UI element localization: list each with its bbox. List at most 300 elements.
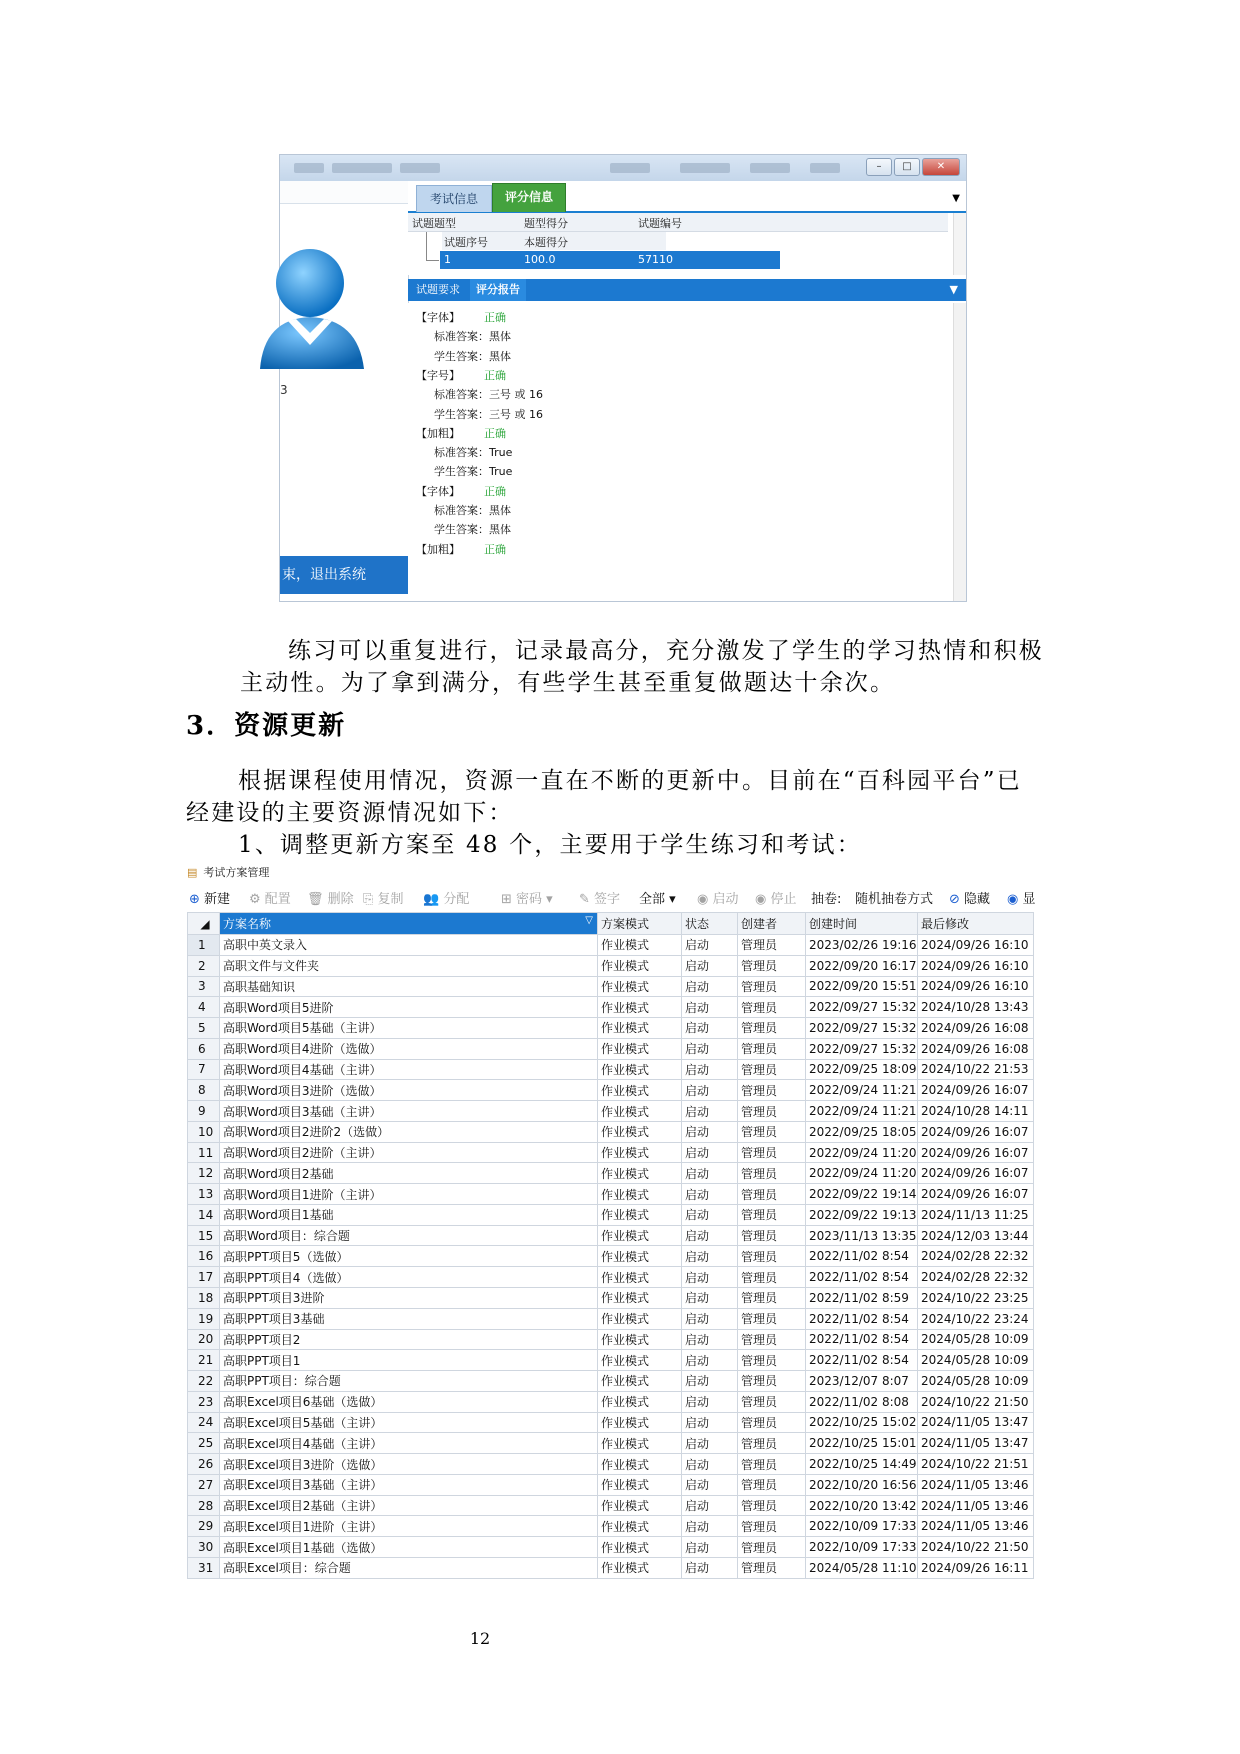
cell-last-modified: 2024/05/28 10:09 (918, 1329, 1034, 1350)
cell-created-time: 2022/09/24 11:20 (806, 1163, 918, 1184)
col-creator[interactable]: 创建者 (738, 913, 806, 935)
cell-created-time: 2022/09/20 16:17 (806, 955, 918, 976)
row-index: 21 (188, 1350, 220, 1371)
table-header (188, 913, 1034, 935)
table-row[interactable] (188, 1371, 1034, 1392)
col-created-time[interactable]: 创建时间 (806, 913, 918, 935)
cell-plan-mode: 作业模式 (598, 1474, 682, 1495)
cell-last-modified: 2024/12/03 13:44 (918, 1225, 1034, 1246)
cell-last-modified: 2024/11/05 13:46 (918, 1495, 1034, 1516)
row-index: 3 (188, 976, 220, 997)
row-index: 30 (188, 1537, 220, 1558)
cell-last-modified: 2024/10/22 21:50 (918, 1537, 1034, 1558)
cell-plan-mode: 作业模式 (598, 1246, 682, 1267)
tab-score-info[interactable]: 评分信息 (492, 183, 566, 212)
col-plan-name[interactable]: 方案名称 ▽ (220, 913, 598, 935)
cell-creator: 管理员 (738, 1308, 806, 1329)
page-number: 12 (469, 1629, 491, 1648)
cell-last-modified: 2024/05/28 10:09 (918, 1350, 1034, 1371)
config-button[interactable]: ⚙ 配置 (249, 892, 291, 907)
table-row[interactable] (188, 1557, 1034, 1578)
cell-plan-name: 高职Word项目3进阶（选做） (220, 1080, 598, 1101)
window-controls (866, 158, 960, 176)
report-scrollbar[interactable] (953, 303, 966, 601)
cell-last-modified: 2024/11/05 13:47 (918, 1412, 1034, 1433)
cell-plan-name: 高职Excel项目3基础（主讲） (220, 1474, 598, 1495)
cell-created-time: 2024/05/28 11:10 (806, 1557, 918, 1578)
tab-bar (408, 181, 966, 213)
cell-plan-name: 高职Excel项目：综合题 (220, 1557, 598, 1578)
cell-plan-name: 高职Excel项目3进阶（选做） (220, 1454, 598, 1475)
cell-question-id: 57110 (638, 253, 673, 266)
password-button[interactable]: ⊞ 密码 ▾ (501, 892, 553, 907)
cell-last-modified: 2024/11/13 11:25 (918, 1204, 1034, 1225)
report-tab-bar (408, 279, 966, 301)
cell-created-time: 2022/09/24 11:21 (806, 1101, 918, 1122)
cell-plan-name: 高职Word项目5基础（主讲） (220, 1018, 598, 1039)
cell-last-modified: 2024/09/26 16:07 (918, 1163, 1034, 1184)
cell-creator: 管理员 (738, 1454, 806, 1475)
cell-status: 启动 (682, 1184, 738, 1205)
cell-created-time: 2022/09/27 15:32 (806, 1038, 918, 1059)
cell-plan-mode: 作业模式 (598, 1204, 682, 1225)
row-index: 6 (188, 1038, 220, 1059)
cell-plan-mode: 作业模式 (598, 1495, 682, 1516)
cell-plan-name: 高职PPT项目5（选做） (220, 1246, 598, 1267)
copy-button[interactable]: ⎘ 复制 (363, 892, 404, 907)
grid-scrollbar[interactable] (953, 213, 966, 275)
report-answer-line: 标准答案：三号 或 16 (434, 388, 543, 402)
cell-last-modified: 2024/10/22 21:50 (918, 1391, 1034, 1412)
table-row[interactable] (188, 1184, 1034, 1205)
cell-status: 启动 (682, 1018, 738, 1039)
delete-button[interactable]: 🗑 删除 (307, 892, 354, 907)
cell-plan-name: 高职Excel项目2基础（主讲） (220, 1495, 598, 1516)
row-index: 18 (188, 1288, 220, 1309)
cell-status: 启动 (682, 1495, 738, 1516)
add-icon[interactable]: ⊕ 新建 (189, 892, 231, 907)
col-status[interactable]: 状态 (682, 913, 738, 935)
row-index: 7 (188, 1059, 220, 1080)
cell-plan-name: 高职Excel项目1基础（选做） (220, 1537, 598, 1558)
minimize-icon[interactable]: – (866, 158, 892, 176)
row-index: 24 (188, 1412, 220, 1433)
cell-last-modified: 2024/09/26 16:11 (918, 1557, 1034, 1578)
cell-last-modified: 2024/02/28 22:32 (918, 1267, 1034, 1288)
cell-last-modified: 2024/09/26 16:08 (918, 1018, 1034, 1039)
cell-creator: 管理员 (738, 1516, 806, 1537)
cell-status: 启动 (682, 1163, 738, 1184)
cell-status: 启动 (682, 1101, 738, 1122)
table-row[interactable] (188, 1308, 1034, 1329)
table-row[interactable] (188, 1454, 1034, 1475)
cell-last-modified: 2024/09/26 16:10 (918, 976, 1034, 997)
cell-last-modified: 2024/11/05 13:46 (918, 1474, 1034, 1495)
cell-plan-mode: 作业模式 (598, 1288, 682, 1309)
row-index: 23 (188, 1391, 220, 1412)
cell-created-time: 2022/09/25 18:05 (806, 1121, 918, 1142)
cell-creator: 管理员 (738, 1267, 806, 1288)
cell-plan-name: 高职文件与文件夹 (220, 955, 598, 976)
cell-status: 启动 (682, 1454, 738, 1475)
table-row[interactable] (188, 1495, 1034, 1516)
cell-creator: 管理员 (738, 1557, 806, 1578)
row-index: 4 (188, 997, 220, 1018)
row-index: 11 (188, 1142, 220, 1163)
cell-status: 启动 (682, 1059, 738, 1080)
grid-col-type-score: 题型得分 (524, 217, 568, 230)
maximize-icon[interactable]: □ (894, 158, 920, 176)
score-grid (408, 213, 966, 275)
cell-last-modified: 2024/09/26 16:08 (918, 1038, 1034, 1059)
right-panel (408, 181, 966, 601)
grid-row-selected[interactable] (440, 251, 780, 269)
table-row[interactable] (188, 1142, 1034, 1163)
paragraph-line: 1、调整更新方案至 48 个，主要用于学生练习和考试： (238, 832, 862, 858)
cell-question-no: 1 (444, 253, 451, 266)
report-answer-line: 学生答案：True (434, 465, 513, 479)
cell-created-time: 2022/11/02 8:54 (806, 1329, 918, 1350)
cell-plan-name: 高职Word项目5进阶 (220, 997, 598, 1018)
cell-last-modified: 2024/09/26 16:10 (918, 955, 1034, 976)
table-row[interactable] (188, 1267, 1034, 1288)
screenshot-plan-manager (187, 862, 1036, 1577)
table-row[interactable] (188, 997, 1034, 1018)
table-row[interactable] (188, 1537, 1034, 1558)
report-item-status: 正确 (484, 311, 506, 324)
chevron-down-icon[interactable]: ▼ (949, 283, 958, 296)
cell-created-time: 2022/09/20 15:51 (806, 976, 918, 997)
col-plan-mode[interactable]: 方案模式 (598, 913, 682, 935)
section-heading: 3．资源更新 (186, 711, 347, 741)
cell-plan-name: 高职Word项目1基础 (220, 1204, 598, 1225)
cell-plan-name: 高职PPT项目2 (220, 1329, 598, 1350)
cell-plan-mode: 作业模式 (598, 1163, 682, 1184)
show-button[interactable]: ◉ 显 (1007, 892, 1036, 907)
table-row[interactable] (188, 1350, 1034, 1371)
cell-status: 启动 (682, 1308, 738, 1329)
cell-plan-name: 高职Word项目2基础 (220, 1163, 598, 1184)
cell-creator: 管理员 (738, 1163, 806, 1184)
cell-status: 启动 (682, 1412, 738, 1433)
cell-plan-mode: 作业模式 (598, 1557, 682, 1578)
cell-plan-name: 高职Word项目3基础（主讲） (220, 1101, 598, 1122)
plan-table (187, 912, 1034, 1579)
cell-created-time: 2022/10/25 15:01 (806, 1433, 918, 1454)
cell-status: 启动 (682, 1516, 738, 1537)
cell-last-modified: 2024/05/28 10:09 (918, 1371, 1034, 1392)
table-row[interactable] (188, 1038, 1034, 1059)
cell-created-time: 2022/09/24 11:20 (806, 1142, 918, 1163)
row-index: 1 (188, 935, 220, 956)
cell-status: 启动 (682, 1391, 738, 1412)
cell-created-time: 2022/11/02 8:59 (806, 1288, 918, 1309)
tab-requirements[interactable]: 试题要求 (416, 283, 460, 296)
cell-created-time: 2023/02/26 19:16 (806, 935, 918, 956)
cell-plan-name: 高职Word项目2进阶2（选做） (220, 1121, 598, 1142)
cell-creator: 管理员 (738, 997, 806, 1018)
report-answer-line: 学生答案：黑体 (434, 349, 511, 363)
paragraph-line: 主动性。为了拿到满分，有些学生甚至重复做题达十余次。 (240, 670, 896, 696)
row-index: 9 (188, 1101, 220, 1122)
cell-plan-mode: 作业模式 (598, 1018, 682, 1039)
table-row[interactable] (188, 1163, 1034, 1184)
cell-creator: 管理员 (738, 1121, 806, 1142)
table-row[interactable] (188, 1516, 1034, 1537)
chevron-down-icon[interactable]: ▼ (952, 193, 960, 204)
paragraph-line: 经建设的主要资源情况如下： (186, 800, 514, 826)
cell-created-time: 2022/11/02 8:54 (806, 1246, 918, 1267)
exit-system-button[interactable]: 束，退出系统 (280, 556, 408, 594)
cell-creator: 管理员 (738, 935, 806, 956)
cell-plan-name: 高职基础知识 (220, 976, 598, 997)
report-answer-line: 标准答案：黑体 (434, 330, 511, 344)
table-row[interactable] (188, 1018, 1034, 1039)
table-row[interactable] (188, 976, 1034, 997)
cell-creator: 管理员 (738, 1495, 806, 1516)
cell-plan-name: 高职中英文录入 (220, 935, 598, 956)
cell-status: 启动 (682, 1557, 738, 1578)
cell-created-time: 2022/10/09 17:33 (806, 1516, 918, 1537)
report-item-label: 【加粗】 (416, 542, 460, 556)
stop-button[interactable]: ◉ 停止 (755, 892, 797, 907)
report-item-label: 【字号】 (416, 368, 460, 382)
cell-plan-name: 高职Excel项目4基础（主讲） (220, 1433, 598, 1454)
screenshot-exam-result (279, 154, 967, 602)
cell-plan-mode: 作业模式 (598, 1142, 682, 1163)
cell-status: 启动 (682, 1433, 738, 1454)
table-row[interactable] (188, 1329, 1034, 1350)
cell-plan-mode: 作业模式 (598, 1059, 682, 1080)
row-index: 20 (188, 1329, 220, 1350)
report-item-status: 正确 (484, 368, 506, 382)
cell-created-time: 2022/11/02 8:54 (806, 1308, 918, 1329)
cell-created-time: 2022/10/20 13:42 (806, 1495, 918, 1516)
window-title-text: 考试方案管理 (203, 866, 270, 879)
cell-creator: 管理员 (738, 1038, 806, 1059)
cell-plan-mode: 作业模式 (598, 1537, 682, 1558)
row-index: 2 (188, 955, 220, 976)
cell-last-modified: 2024/10/22 21:53 (918, 1059, 1034, 1080)
cell-last-modified: 2024/11/05 13:46 (918, 1516, 1034, 1537)
cell-last-modified: 2024/02/28 22:32 (918, 1246, 1034, 1267)
table-row[interactable] (188, 955, 1034, 976)
cell-plan-name: 高职Word项目2进阶（主讲） (220, 1142, 598, 1163)
tab-exam-info[interactable]: 考试信息 (416, 185, 492, 212)
cell-plan-mode: 作业模式 (598, 1391, 682, 1412)
cell-creator: 管理员 (738, 1018, 806, 1039)
cell-created-time: 2022/09/27 15:32 (806, 1018, 918, 1039)
table-row[interactable] (188, 1433, 1034, 1454)
table-row[interactable] (188, 1121, 1034, 1142)
cell-created-time: 2023/12/07 8:07 (806, 1371, 918, 1392)
cell-plan-mode: 作业模式 (598, 1329, 682, 1350)
cell-created-time: 2022/11/02 8:54 (806, 1350, 918, 1371)
cell-last-modified: 2024/10/28 13:43 (918, 997, 1034, 1018)
cell-status: 启动 (682, 1350, 738, 1371)
row-index: 22 (188, 1371, 220, 1392)
cell-plan-name: 高职Excel项目1进阶（主讲） (220, 1516, 598, 1537)
row-index: 10 (188, 1121, 220, 1142)
cell-plan-name: 高职Word项目4进阶（选做） (220, 1038, 598, 1059)
cell-plan-mode: 作业模式 (598, 976, 682, 997)
cell-plan-mode: 作业模式 (598, 1101, 682, 1122)
cell-plan-mode: 作业模式 (598, 1184, 682, 1205)
cell-plan-name: 高职Word项目：综合题 (220, 1225, 598, 1246)
start-button[interactable]: ◉ 启动 (697, 892, 739, 907)
grid-header (408, 213, 948, 232)
cell-creator: 管理员 (738, 1225, 806, 1246)
cell-status: 启动 (682, 1537, 738, 1558)
cell-last-modified: 2024/10/22 23:24 (918, 1308, 1034, 1329)
hide-button[interactable]: ⊘ 隐藏 (949, 892, 991, 907)
grid-col-type: 试题题型 (412, 217, 456, 230)
cell-status: 启动 (682, 1204, 738, 1225)
paragraph-line: 练习可以重复进行，记录最高分，充分激发了学生的学习热情和积极 (288, 638, 1044, 664)
report-answer-line: 学生答案：黑体 (434, 523, 511, 537)
toolbar (187, 884, 1036, 910)
cell-plan-mode: 作业模式 (598, 1267, 682, 1288)
tab-score-report[interactable]: 评分报告 (470, 279, 526, 301)
cell-created-time: 2022/10/09 17:33 (806, 1537, 918, 1558)
cell-status: 启动 (682, 1267, 738, 1288)
cell-last-modified: 2024/10/22 21:51 (918, 1454, 1034, 1475)
cell-plan-mode: 作业模式 (598, 1038, 682, 1059)
cell-creator: 管理员 (738, 976, 806, 997)
cell-status: 启动 (682, 935, 738, 956)
cell-status: 启动 (682, 1474, 738, 1495)
filter-dropdown[interactable]: 全部 ▾ (639, 892, 676, 907)
table-row[interactable] (188, 1391, 1034, 1412)
table-row[interactable] (188, 935, 1034, 956)
cell-last-modified: 2024/10/28 14:11 (918, 1101, 1034, 1122)
user-avatar-icon (280, 241, 370, 371)
cell-status: 启动 (682, 1225, 738, 1246)
left-panel-header (280, 181, 408, 204)
table-row[interactable] (188, 1288, 1034, 1309)
row-index: 12 (188, 1163, 220, 1184)
cell-status: 启动 (682, 1142, 738, 1163)
assign-button[interactable]: 👥 分配 (423, 892, 470, 907)
cell-plan-mode: 作业模式 (598, 1371, 682, 1392)
cell-creator: 管理员 (738, 1184, 806, 1205)
draw-label: 抽卷: (811, 892, 842, 907)
table-row[interactable] (188, 1225, 1034, 1246)
table-row[interactable] (188, 1059, 1034, 1080)
row-index: 25 (188, 1433, 220, 1454)
grid-col-question-id: 试题编号 (638, 217, 682, 230)
cell-creator: 管理员 (738, 1474, 806, 1495)
cell-creator: 管理员 (738, 1537, 806, 1558)
tree-connector (426, 232, 439, 261)
sign-button[interactable]: ✎ 签字 (579, 892, 621, 907)
cell-creator: 管理员 (738, 1080, 806, 1101)
cell-plan-name: 高职PPT项目：综合题 (220, 1371, 598, 1392)
report-item-status: 正确 (484, 542, 506, 556)
cell-last-modified: 2024/09/26 16:07 (918, 1142, 1034, 1163)
row-index: 28 (188, 1495, 220, 1516)
cell-plan-mode: 作业模式 (598, 1225, 682, 1246)
row-index: 13 (188, 1184, 220, 1205)
cell-creator: 管理员 (738, 1142, 806, 1163)
report-answer-line: 标准答案：黑体 (434, 504, 511, 517)
cell-plan-name: 高职Word项目4基础（主讲） (220, 1059, 598, 1080)
cell-status: 启动 (682, 1246, 738, 1267)
cell-plan-mode: 作业模式 (598, 1454, 682, 1475)
cell-last-modified: 2024/11/05 13:47 (918, 1433, 1034, 1454)
cell-plan-mode: 作业模式 (598, 1308, 682, 1329)
cell-question-score: 100.0 (524, 253, 556, 266)
report-item-status: 正确 (484, 426, 506, 440)
cell-last-modified: 2024/10/22 23:25 (918, 1288, 1034, 1309)
cell-status: 启动 (682, 955, 738, 976)
cell-plan-mode: 作业模式 (598, 1350, 682, 1371)
row-index: 29 (188, 1516, 220, 1537)
cell-plan-mode: 作业模式 (598, 1433, 682, 1454)
cell-created-time: 2022/10/20 16:56 (806, 1474, 918, 1495)
close-icon[interactable]: ✕ (922, 158, 960, 176)
cell-status: 启动 (682, 1371, 738, 1392)
cell-status: 启动 (682, 976, 738, 997)
cell-plan-mode: 作业模式 (598, 1516, 682, 1537)
table-row[interactable] (188, 1246, 1034, 1267)
cell-plan-mode: 作业模式 (598, 955, 682, 976)
row-index: 19 (188, 1308, 220, 1329)
cell-status: 启动 (682, 1121, 738, 1142)
table-row[interactable] (188, 1080, 1034, 1101)
student-id: 3 (280, 383, 288, 397)
row-index: 14 (188, 1204, 220, 1225)
col-last-modified[interactable]: 最后修改 (918, 913, 1034, 935)
cell-plan-mode: 作业模式 (598, 1412, 682, 1433)
row-index: 31 (188, 1557, 220, 1578)
window-title (187, 862, 1033, 884)
report-item-label: 【字体】 (416, 311, 460, 324)
cell-creator: 管理员 (738, 1433, 806, 1454)
cell-plan-name: 高职Word项目1进阶（主讲） (220, 1184, 598, 1205)
cell-last-modified: 2024/09/26 16:10 (918, 935, 1034, 956)
cell-created-time: 2022/09/22 19:13 (806, 1204, 918, 1225)
table-row[interactable] (188, 1412, 1034, 1433)
cell-plan-mode: 作业模式 (598, 997, 682, 1018)
cell-created-time: 2022/11/02 8:08 (806, 1391, 918, 1412)
grid-col-question-no: 试题序号 (444, 236, 488, 249)
report-answer-line: 标准答案：True (434, 446, 513, 460)
report-item-label: 【加粗】 (416, 426, 460, 440)
row-index: 15 (188, 1225, 220, 1246)
cell-creator: 管理员 (738, 1371, 806, 1392)
table-row[interactable] (188, 1204, 1034, 1225)
cell-creator: 管理员 (738, 1288, 806, 1309)
row-index: 8 (188, 1080, 220, 1101)
list-icon: ▤ (187, 866, 198, 879)
random-draw-button[interactable]: 随机抽卷方式 (855, 892, 934, 907)
table-row[interactable] (188, 1474, 1034, 1495)
cell-plan-name: 高职PPT项目3进阶 (220, 1288, 598, 1309)
cell-creator: 管理员 (738, 1350, 806, 1371)
cell-creator: 管理员 (738, 1391, 806, 1412)
cell-created-time: 2023/11/13 13:35 (806, 1225, 918, 1246)
cell-plan-name: 高职PPT项目1 (220, 1350, 598, 1371)
corner-cell: ◢ (188, 913, 220, 935)
cell-plan-name: 高职Excel项目5基础（主讲） (220, 1412, 598, 1433)
cell-plan-mode: 作业模式 (598, 1121, 682, 1142)
score-report (408, 303, 954, 601)
row-index: 17 (188, 1267, 220, 1288)
cell-creator: 管理员 (738, 1101, 806, 1122)
cell-creator: 管理员 (738, 1412, 806, 1433)
table-row[interactable] (188, 1101, 1034, 1122)
